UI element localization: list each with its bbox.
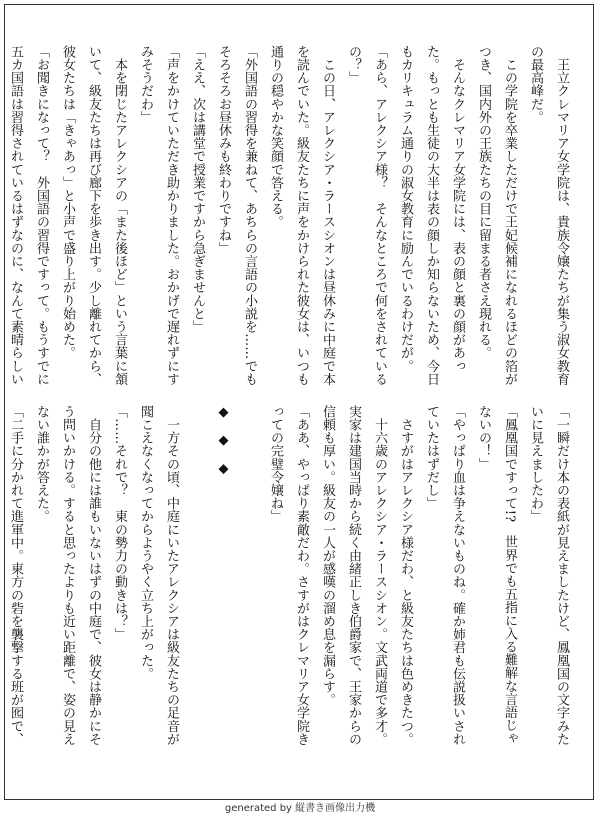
paragraph: 「一瞬だけ本の表紙が見えましたけど、鳳凰国の文字みたいに見えましたわ」	[528, 405, 569, 746]
paragraph	[236, 405, 262, 753]
paragraph: 王立クレマリア女学院は、貴族令嬢たちが集う淑女教育の最高峰だ。	[528, 45, 569, 386]
text-block-top	[8, 45, 574, 397]
paragraph: 「外国語の習得を兼ねて、あちらの言語の小説を……でもそろそろお昼休みも終わりですね」	[216, 45, 257, 386]
paragraph: 「あら、アレクシア様？ そんなところで何をされているの？」	[346, 45, 387, 386]
paragraph: 「やっぱり血は争えないものね。確か姉君も伝説扱いされていたはずだし」	[424, 405, 465, 746]
paragraph: 本を閉じたアレクシアの「また後ほど」という言葉に頷いて、級友たちは再び廊下を歩き出す。少し離れてから、彼女たちは「きゃあっ」と小声で盛り上がり始めた。	[60, 45, 127, 386]
paragraph: 「お聞きになって？ 外国語の習得ですって。もうすでに五カ国語は習得されているはずなのに、なんて素晴らしい	[8, 45, 49, 386]
paragraph: 「……それで？ 東の勢力の動きは？」	[112, 405, 127, 641]
paragraph: 十六歳のアレクシア・ラースシオン。文武両道で多才。実家は建国当時から続く由緒正しき伯爵家で、王家からの信頼も厚い。級友の一人が感嘆の溜め息を漏らす。	[320, 405, 387, 746]
paragraph: 自分の他には誰もいないはずの中庭で、彼女は静かにそう問いかける。すると思ったよりも近い距離で、姿の見えない誰かが答えた。	[34, 405, 101, 746]
paragraph: 「ああ、やっぱり素敵だわ。さすがはクレマリア女学院きっての完璧令嬢ね」	[268, 405, 309, 746]
paragraph	[184, 405, 210, 753]
text-block-bottom	[8, 405, 574, 753]
paragraph: この学院を卒業しただけで王妃候補になれるほどの箔がつき、国内外の王族たちの目に留まる者さえ現れる。	[476, 45, 517, 386]
paragraph: 「ええ、次は講堂で授業ですから急ぎませんと」	[190, 45, 205, 334]
section-break: ◆ ◆ ◆	[216, 405, 231, 477]
paragraph: そんなクレマリア女学院には、表の顔と裏の顔があった。もっとも生徒の大半は表の顔しか知らないため、今日もカリキュラム通りの淑女教育に励んでいるわけだが。	[398, 45, 465, 386]
page-frame	[4, 4, 594, 800]
paragraph: さすがはアレクシア様だわ、と級友たちは色めきたつ。	[398, 405, 413, 746]
paragraph: この日、アレクシア・ラースシオンは昼休みに中庭で本を読んでいた。級友たちに声をかけられた彼女は、いつも通りの穏やかな笑顔で答える。	[268, 45, 335, 386]
paragraph: 一方その頃、中庭にいたアレクシアは級友たちの足音が聞こえなくなってからようやく立ち上がった。	[138, 405, 179, 746]
footer-credit: generated by 縦書き画像出力機	[224, 803, 376, 814]
paragraph: 「声をかけていただき助かりました。おかげで遅れずにすみそうだわ」	[138, 45, 179, 386]
paragraph: 「鳳凰国ですって!? 世界でも五指に入る難解な言語じゃないの！」	[476, 405, 517, 745]
paragraph: 「二手に分かれて進軍中。東方の砦を襲撃する班が囮で、	[8, 405, 23, 746]
